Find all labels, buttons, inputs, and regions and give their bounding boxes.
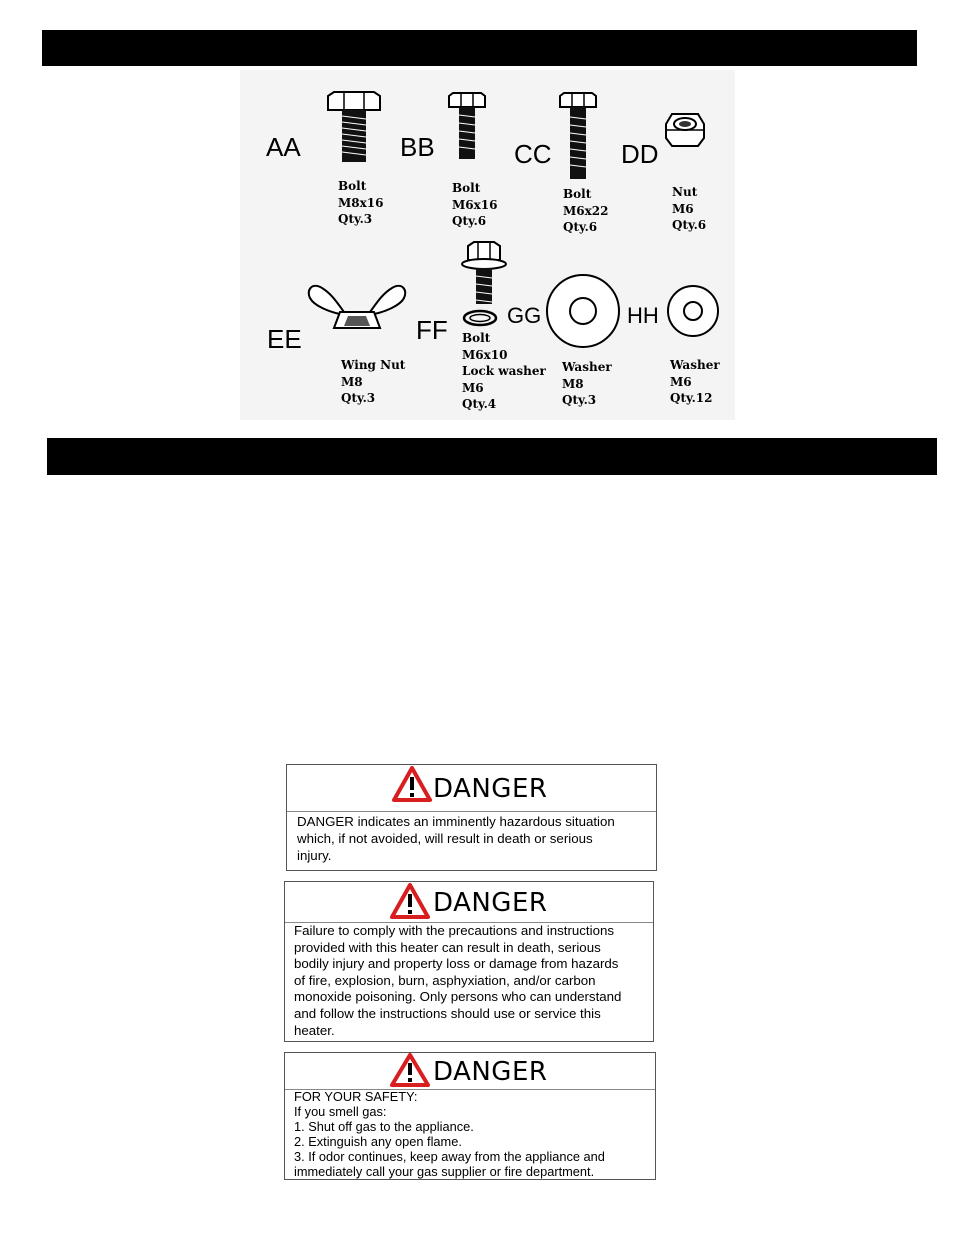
section-header-bar-middle xyxy=(47,438,937,475)
warning-triangle-icon xyxy=(390,1053,430,1087)
part-label-aa: Bolt M8x16 Qty.3 xyxy=(338,179,384,226)
danger-title: DANGER xyxy=(433,1057,548,1087)
part-label-gg: Washer M8 Qty.3 xyxy=(562,360,612,407)
danger-body-text: DANGER indicates an imminently hazardous situation which, if not avoided, will result in death or serious injury. xyxy=(297,814,615,863)
danger-warning-box-1 xyxy=(286,764,657,871)
part-label-ee: Wing Nut M8 Qty.3 xyxy=(341,358,406,405)
nut-dd-icon xyxy=(664,112,706,148)
danger-title: DANGER xyxy=(433,888,548,918)
part-code-cc: CC xyxy=(514,139,552,169)
part-code-gg: GG xyxy=(507,303,542,328)
danger-body-text: Failure to comply with the precautions and instructions provided with this heater can result in death, serious bodily injury and property loss or damage from hazards of fire, explosion, burn, asphyxiation, and/or carbon monoxide poisoning. Only persons who can understand and follow the instructions should use or service this heater. xyxy=(294,923,622,1038)
bolt-bb-icon xyxy=(447,93,489,161)
washer-hh-icon xyxy=(666,284,720,338)
bolt-aa-icon xyxy=(326,92,384,164)
part-label-ff: Bolt M6x10 Lock washer M6 Qty.4 xyxy=(462,331,546,411)
warning-triangle-icon xyxy=(392,766,432,802)
danger-warning-box-3 xyxy=(284,1052,656,1180)
part-code-dd: DD xyxy=(621,139,659,169)
part-label-hh: Washer M6 Qty.12 xyxy=(670,358,720,405)
warning-triangle-icon xyxy=(390,883,430,919)
part-label-cc: Bolt M6x22 Qty.6 xyxy=(563,187,609,234)
part-code-ee: EE xyxy=(267,324,302,354)
part-code-bb: BB xyxy=(400,132,435,162)
washer-gg-icon xyxy=(545,273,621,349)
part-label-bb: Bolt M6x16 Qty.6 xyxy=(452,181,498,228)
danger-title: DANGER xyxy=(433,774,548,804)
wing-nut-ee-icon xyxy=(304,284,412,332)
part-code-hh: HH xyxy=(627,303,659,328)
bolt-cc-icon xyxy=(558,93,600,181)
part-label-dd: Nut M6 Qty.6 xyxy=(672,185,707,232)
danger-warning-box-2 xyxy=(284,881,654,1042)
flange-bolt-lock-washer-ff-icon xyxy=(460,242,508,330)
part-code-aa: AA xyxy=(266,132,301,162)
section-header-bar-top xyxy=(42,30,917,66)
part-code-ff: FF xyxy=(416,315,448,345)
danger-body-text: FOR YOUR SAFETY: If you smell gas: 1. Shut off gas to the appliance. 2. Extinguish any open flame. 3. If odor continues, keep away from the appliance and immediately call your gas supplier or fire department. xyxy=(294,1089,605,1179)
